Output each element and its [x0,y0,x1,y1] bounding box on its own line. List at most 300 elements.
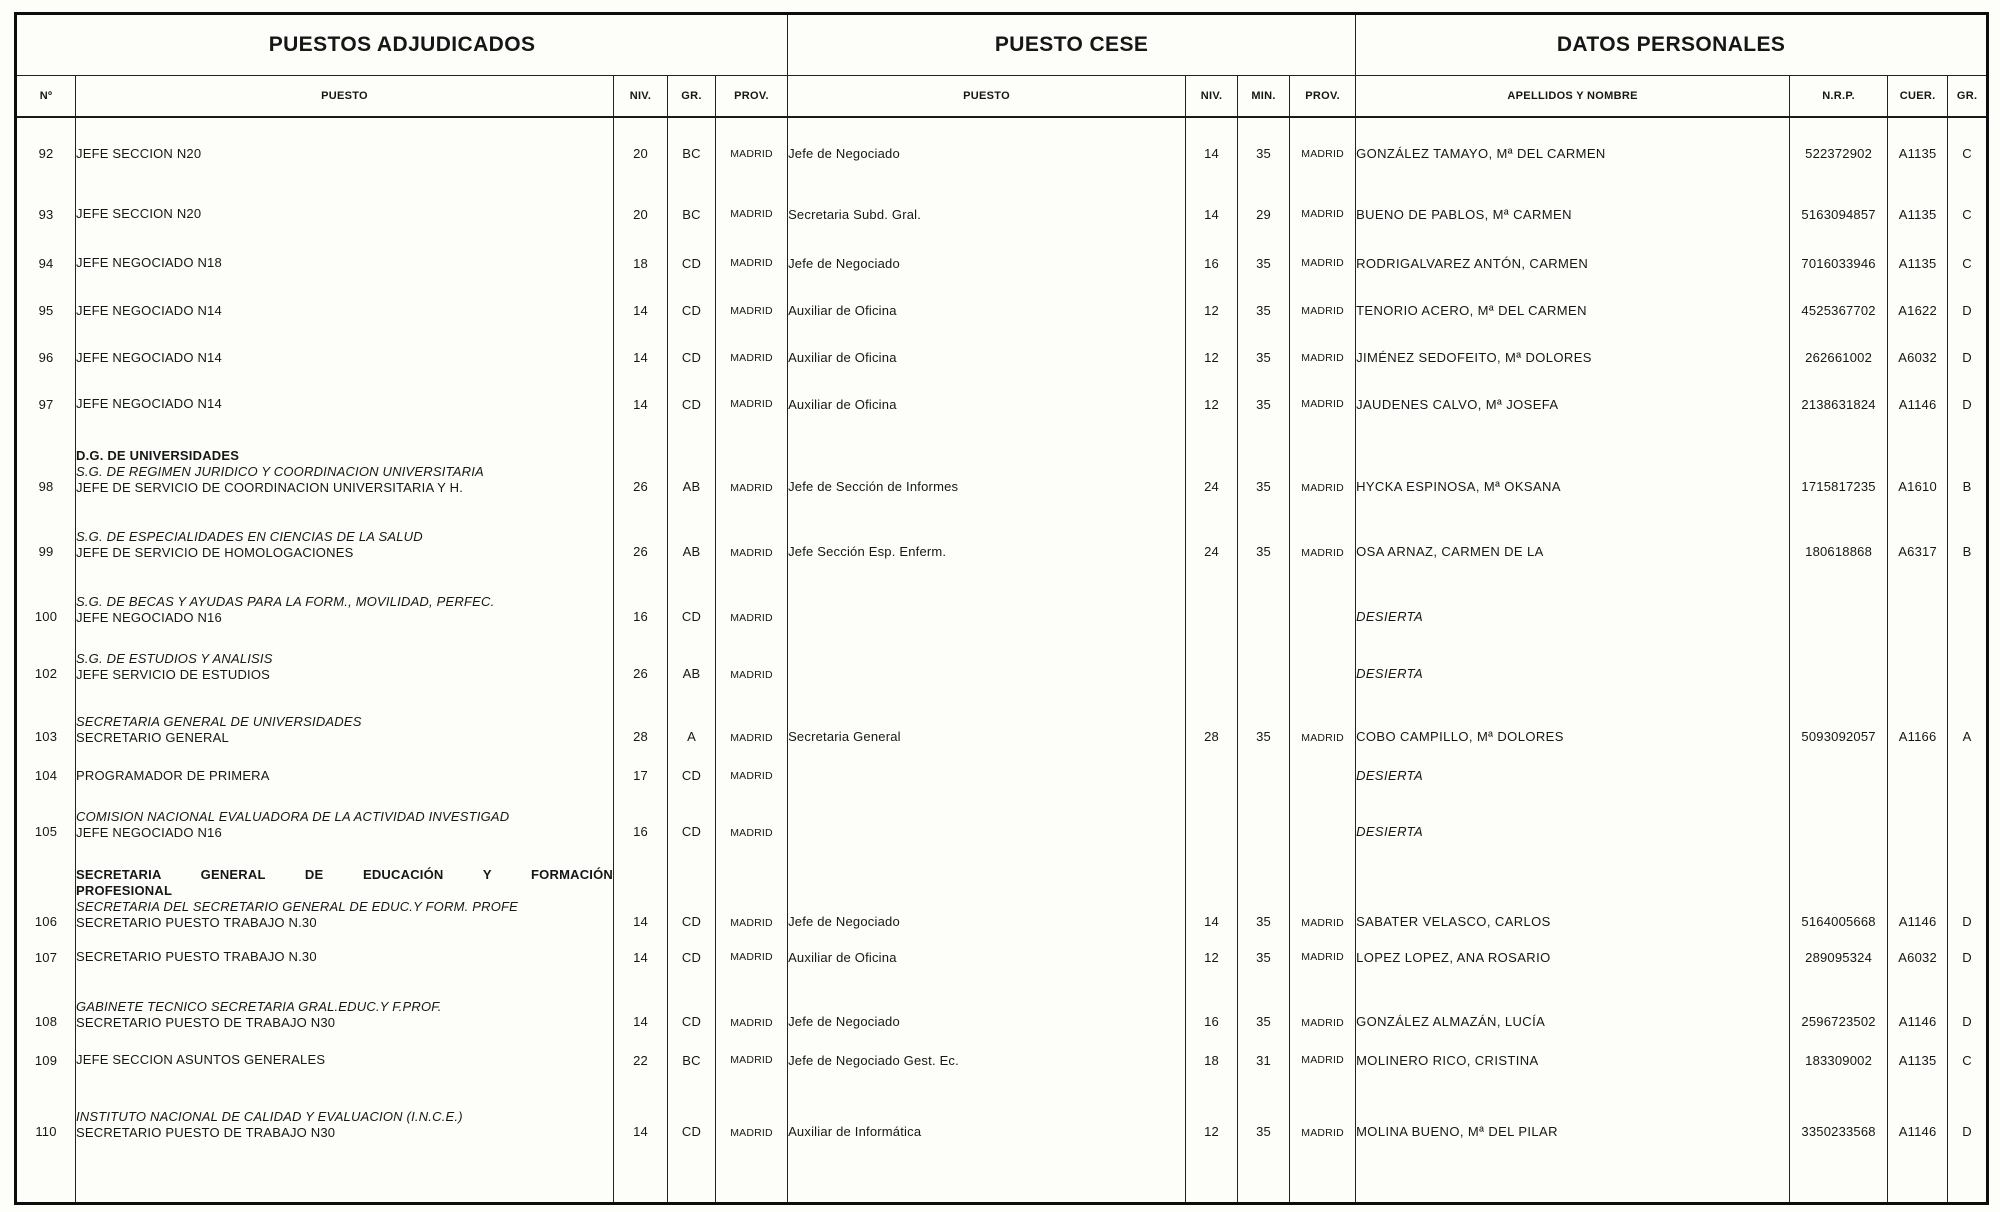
spacer-cell [1186,1149,1238,1203]
table-row [16,427,1988,504]
puesto-line: SECRETARIO PUESTO TRABAJO N.30 [76,949,317,964]
row-number: 104 [16,754,76,797]
apellidos-nombre-cell: TENORIO ACERO, Mª DEL CARMEN [1356,287,1790,334]
nrp-cell: 289095324 [1790,939,1888,975]
apellidos-nombre-cell: DESIERTA [1356,569,1790,634]
cuerpo-cell: A1135 [1888,239,1948,287]
spacer-cell [1290,1149,1356,1203]
nivel-cell: 14 [614,1081,668,1149]
cese-ministerio-cell: 35 [1238,975,1290,1039]
puesto-cese-cell: Jefe de Sección de Informes [788,427,1186,504]
puesto-line: S.G. DE ESPECIALIDADES EN CIENCIAS DE LA SALUD [76,529,423,544]
row-number: 94 [16,239,76,287]
nrp-cell: 5163094857 [1790,189,1888,239]
cese-provincia-cell: MADRID [1290,189,1356,239]
puesto-line: JEFE NEGOCIADO N14 [76,302,222,318]
cese-ministerio-cell [1238,797,1290,849]
cese-nivel-cell: 16 [1186,239,1238,287]
grupo-cell: CD [668,381,716,427]
cese-nivel-cell: 16 [1186,975,1238,1039]
grupo-personal-cell: B [1948,504,1988,569]
row-number: 93 [16,189,76,239]
provincia-cell: MADRID [716,427,788,504]
grupo-cell: CD [668,569,716,634]
apellidos-nombre-cell: RODRIGALVAREZ ANTÓN, CARMEN [1356,239,1790,287]
cuerpo-cell: A6317 [1888,504,1948,569]
puesto-adjudicado-cell [76,975,614,1039]
puesto-adjudicado-cell [76,504,614,569]
puesto-cese-cell: Auxiliar de Informática [788,1081,1186,1149]
spacer-cell [16,1149,76,1203]
table-row [16,287,1988,334]
row-number: 102 [16,634,76,691]
cese-provincia-cell: MADRID [1290,1039,1356,1081]
col-header-grupo-personal: GR. [1948,76,1988,118]
apellidos-nombre-cell: GONZÁLEZ TAMAYO, Mª DEL CARMEN [1356,117,1790,189]
grupo-personal-cell: B [1948,427,1988,504]
row-number: 100 [16,569,76,634]
puesto-cese-cell: Auxiliar de Oficina [788,939,1186,975]
positions-table [14,12,1989,1205]
puesto-adjudicado-cell [76,287,614,334]
nrp-cell: 2138631824 [1790,381,1888,427]
apellidos-nombre-cell: DESIERTA [1356,797,1790,849]
col-header-cese-provincia: PROV. [1290,76,1356,118]
grupo-cell: CD [668,239,716,287]
nrp-cell: 3350233568 [1790,1081,1888,1149]
nivel-cell: 26 [614,634,668,691]
puesto-cese-cell: Jefe de Negociado [788,849,1186,939]
cese-nivel-cell: 12 [1186,939,1238,975]
table-row [16,849,1988,939]
nrp-cell: 4525367702 [1790,287,1888,334]
provincia-cell: MADRID [716,334,788,381]
nivel-cell: 20 [614,189,668,239]
cese-ministerio-cell: 35 [1238,381,1290,427]
puesto-adjudicado-cell [76,1081,614,1149]
spacer-cell [1790,1149,1888,1203]
table-row [16,189,1988,239]
nivel-cell: 14 [614,975,668,1039]
cese-provincia-cell: MADRID [1290,1081,1356,1149]
table-row [16,634,1988,691]
cese-provincia-cell: MADRID [1290,427,1356,504]
cese-ministerio-cell: 31 [1238,1039,1290,1081]
col-header-apellidos-nombre: APELLIDOS Y NOMBRE [1356,76,1790,118]
grupo-personal-cell [1948,634,1988,691]
puesto-adjudicado-cell [76,797,614,849]
cese-nivel-cell: 14 [1186,117,1238,189]
nivel-cell: 17 [614,754,668,797]
puesto-line: JEFE NEGOCIADO N16 [76,610,222,625]
provincia-cell: MADRID [716,381,788,427]
cese-ministerio-cell: 35 [1238,504,1290,569]
nivel-cell: 26 [614,504,668,569]
apellidos-nombre-cell: DESIERTA [1356,634,1790,691]
puesto-cese-cell: Auxiliar de Oficina [788,334,1186,381]
puesto-line: JEFE DE SERVICIO DE COORDINACION UNIVERSITARIA Y H. [76,480,464,495]
nivel-cell: 18 [614,239,668,287]
row-number: 105 [16,797,76,849]
puesto-adjudicado-cell [76,939,614,975]
grupo-cell: CD [668,975,716,1039]
row-number: 110 [16,1081,76,1149]
row-number: 107 [16,939,76,975]
provincia-cell: MADRID [716,849,788,939]
puesto-adjudicado-cell [76,334,614,381]
cese-nivel-cell [1186,569,1238,634]
grupo-cell: BC [668,117,716,189]
cese-provincia-cell: MADRID [1290,691,1356,754]
cese-provincia-cell: MADRID [1290,117,1356,189]
nrp-cell: 5093092057 [1790,691,1888,754]
apellidos-nombre-cell: GONZÁLEZ ALMAZÁN, LUCÍA [1356,975,1790,1039]
puesto-line: GABINETE TECNICO SECRETARIA GRAL.EDUC.Y F.PROF. [76,999,442,1014]
apellidos-nombre-cell: COBO CAMPILLO, Mª DOLORES [1356,691,1790,754]
cese-nivel-cell: 18 [1186,1039,1238,1081]
grupo-cell: CD [668,1081,716,1149]
provincia-cell: MADRID [716,975,788,1039]
table-row [16,117,1988,189]
cese-provincia-cell: MADRID [1290,381,1356,427]
grupo-cell: A [668,691,716,754]
grupo-cell: CD [668,849,716,939]
apellidos-nombre-cell: DESIERTA [1356,754,1790,797]
provincia-cell: MADRID [716,1081,788,1149]
puesto-cese-cell: Secretaria Subd. Gral. [788,189,1186,239]
puesto-adjudicado-cell [76,569,614,634]
col-header-cese-nivel: NIV. [1186,76,1238,118]
nrp-cell [1790,754,1888,797]
cese-nivel-cell: 12 [1186,381,1238,427]
grupo-cell: AB [668,634,716,691]
col-header-nrp: N.R.P. [1790,76,1888,118]
apellidos-nombre-cell: JAUDENES CALVO, Mª JOSEFA [1356,381,1790,427]
cese-provincia-cell: MADRID [1290,239,1356,287]
puesto-adjudicado-cell [76,117,614,189]
nrp-cell: 5164005668 [1790,849,1888,939]
puesto-line: SECRETARIO PUESTO DE TRABAJO N30 [76,1125,336,1140]
cese-provincia-cell [1290,569,1356,634]
cese-provincia-cell: MADRID [1290,287,1356,334]
puesto-line: S.G. DE ESTUDIOS Y ANALISIS [76,651,273,666]
grupo-personal-cell: D [1948,1081,1988,1149]
cuerpo-cell: A1135 [1888,1039,1948,1081]
grupo-cell: AB [668,504,716,569]
nivel-cell: 26 [614,427,668,504]
puesto-line: JEFE NEGOCIADO N18 [76,255,222,270]
puesto-line: SECRETARIA DEL SECRETARIO GENERAL DE EDUC.Y FORM. PROFE [76,899,519,914]
puesto-line: JEFE SECCION N20 [76,145,202,161]
cese-ministerio-cell: 35 [1238,334,1290,381]
col-header-puesto-adjudicado: PUESTO [76,76,614,118]
puesto-cese-cell: Secretaria General [788,691,1186,754]
table-row [16,334,1988,381]
table-body [16,117,1988,1203]
puesto-line: JEFE NEGOCIADO N14 [76,396,222,411]
puesto-adjudicado-cell [76,427,614,504]
puesto-cese-cell: Jefe de Negociado [788,117,1186,189]
spacer-cell [1238,1149,1290,1203]
cese-nivel-cell: 24 [1186,504,1238,569]
nivel-cell: 22 [614,1039,668,1081]
grupo-cell: CD [668,754,716,797]
spacer-cell [1888,1149,1948,1203]
col-header-cuerpo: CUER. [1888,76,1948,118]
section-title-puesto-cese: PUESTO CESE [788,14,1356,76]
grupo-cell: CD [668,797,716,849]
cese-provincia-cell [1290,797,1356,849]
cese-nivel-cell: 12 [1186,334,1238,381]
cese-ministerio-cell: 35 [1238,239,1290,287]
spacer-row [16,1149,1988,1203]
puesto-adjudicado-cell [76,189,614,239]
table-row [16,975,1988,1039]
nivel-cell: 14 [614,849,668,939]
nrp-cell [1790,634,1888,691]
puesto-line: COMISION NACIONAL EVALUADORA DE LA ACTIVIDAD INVESTIGAD [76,809,510,824]
puesto-adjudicado-cell [76,381,614,427]
cese-nivel-cell: 28 [1186,691,1238,754]
cese-provincia-cell: MADRID [1290,849,1356,939]
cuerpo-cell: A1166 [1888,691,1948,754]
provincia-cell: MADRID [716,189,788,239]
puesto-cese-cell [788,634,1186,691]
col-header-numero: Nº [16,76,76,118]
table-row [16,239,1988,287]
puesto-line: JEFE NEGOCIADO N14 [76,349,222,365]
puesto-cese-cell [788,569,1186,634]
puesto-line: JEFE SERVICIO DE ESTUDIOS [76,667,271,682]
puesto-cese-cell: Jefe de Negociado [788,239,1186,287]
cese-nivel-cell [1186,797,1238,849]
grupo-cell: AB [668,427,716,504]
puesto-line: SECRETARIA GENERAL DE UNIVERSIDADES [76,714,362,729]
puesto-cese-cell: Jefe de Negociado Gest. Ec. [788,1039,1186,1081]
cese-nivel-cell [1186,634,1238,691]
grupo-personal-cell: D [1948,975,1988,1039]
provincia-cell: MADRID [716,634,788,691]
table-row [16,939,1988,975]
provincia-cell: MADRID [716,117,788,189]
row-number: 109 [16,1039,76,1081]
nivel-cell: 20 [614,117,668,189]
cese-ministerio-cell: 29 [1238,189,1290,239]
puesto-adjudicado-cell [76,239,614,287]
puesto-adjudicado-cell [76,754,614,797]
cuerpo-cell [1888,569,1948,634]
apellidos-nombre-cell: SABATER VELASCO, CARLOS [1356,849,1790,939]
puesto-line: SECRETARIA GENERAL DE EDUCACIÓN Y FORMACIÓN PROFESIONAL [76,867,613,898]
puesto-line: S.G. DE REGIMEN JURIDICO Y COORDINACION UNIVERSITARIA [76,464,484,479]
section-title-puestos-adjudicados: PUESTOS ADJUDICADOS [16,14,788,76]
cese-provincia-cell [1290,634,1356,691]
cese-ministerio-cell: 35 [1238,849,1290,939]
nrp-cell: 2596723502 [1790,975,1888,1039]
nivel-cell: 14 [614,334,668,381]
table-row [16,754,1988,797]
grupo-personal-cell: C [1948,239,1988,287]
apellidos-nombre-cell: LOPEZ LOPEZ, ANA ROSARIO [1356,939,1790,975]
apellidos-nombre-cell: OSA ARNAZ, CARMEN DE LA [1356,504,1790,569]
row-number: 96 [16,334,76,381]
cese-ministerio-cell: 35 [1238,287,1290,334]
nrp-cell [1790,797,1888,849]
cuerpo-cell: A1135 [1888,189,1948,239]
apellidos-nombre-cell: MOLINERO RICO, CRISTINA [1356,1039,1790,1081]
cese-ministerio-cell: 35 [1238,1081,1290,1149]
puesto-line: S.G. DE BECAS Y AYUDAS PARA LA FORM., MOVILIDAD, PERFEC. [76,594,495,609]
row-number: 92 [16,117,76,189]
grupo-personal-cell: C [1948,1039,1988,1081]
provincia-cell: MADRID [716,504,788,569]
grupo-cell: BC [668,1039,716,1081]
provincia-cell: MADRID [716,797,788,849]
cese-provincia-cell: MADRID [1290,939,1356,975]
row-number: 98 [16,427,76,504]
cese-provincia-cell: MADRID [1290,504,1356,569]
provincia-cell: MADRID [716,239,788,287]
section-title-datos-personales: DATOS PERSONALES [1356,14,1988,76]
cuerpo-cell: A1146 [1888,975,1948,1039]
cuerpo-cell: A1135 [1888,117,1948,189]
row-number: 95 [16,287,76,334]
cuerpo-cell [1888,797,1948,849]
row-number: 99 [16,504,76,569]
row-number: 97 [16,381,76,427]
table-row [16,797,1988,849]
grupo-personal-cell: D [1948,849,1988,939]
row-number: 108 [16,975,76,1039]
cese-nivel-cell [1186,754,1238,797]
grupo-personal-cell: D [1948,939,1988,975]
cese-nivel-cell: 12 [1186,1081,1238,1149]
cese-ministerio-cell [1238,634,1290,691]
puesto-cese-cell: Jefe de Negociado [788,975,1186,1039]
apellidos-nombre-cell: HYCKA ESPINOSA, Mª OKSANA [1356,427,1790,504]
puesto-cese-cell [788,754,1186,797]
puesto-adjudicado-cell [76,849,614,939]
grupo-personal-cell: C [1948,189,1988,239]
puesto-line: JEFE SECCION N20 [76,206,202,221]
cuerpo-cell: A1146 [1888,1081,1948,1149]
nivel-cell: 16 [614,569,668,634]
table-row [16,504,1988,569]
cuerpo-cell: A6032 [1888,334,1948,381]
table-row [16,569,1988,634]
cese-ministerio-cell: 35 [1238,939,1290,975]
spacer-cell [788,1149,1186,1203]
apellidos-nombre-cell: BUENO DE PABLOS, Mª CARMEN [1356,189,1790,239]
cese-ministerio-cell: 35 [1238,691,1290,754]
spacer-cell [614,1149,668,1203]
spacer-cell [668,1149,716,1203]
spacer-cell [76,1149,614,1203]
cese-nivel-cell: 24 [1186,427,1238,504]
grupo-personal-cell [1948,569,1988,634]
row-number: 103 [16,691,76,754]
grupo-personal-cell: A [1948,691,1988,754]
cuerpo-cell: A1622 [1888,287,1948,334]
puesto-line: INSTITUTO NACIONAL DE CALIDAD Y EVALUACION (I.N.C.E.) [76,1109,463,1124]
nivel-cell: 14 [614,287,668,334]
column-header-row [16,76,1988,118]
nrp-cell: 522372902 [1790,117,1888,189]
puesto-line: PROGRAMADOR DE PRIMERA [76,767,270,783]
cuerpo-cell: A1610 [1888,427,1948,504]
provincia-cell: MADRID [716,939,788,975]
nrp-cell: 183309002 [1790,1039,1888,1081]
grupo-cell: BC [668,189,716,239]
puesto-cese-cell: Jefe Sección Esp. Enferm. [788,504,1186,569]
table-row [16,1081,1988,1149]
nrp-cell: 262661002 [1790,334,1888,381]
puesto-line: JEFE SECCION ASUNTOS GENERALES [76,1052,326,1067]
row-number: 106 [16,849,76,939]
cuerpo-cell: A1146 [1888,849,1948,939]
apellidos-nombre-cell: JIMÉNEZ SEDOFEITO, Mª DOLORES [1356,334,1790,381]
puesto-adjudicado-cell [76,1039,614,1081]
provincia-cell: MADRID [716,287,788,334]
col-header-puesto-cese: PUESTO [788,76,1186,118]
nrp-cell: 7016033946 [1790,239,1888,287]
nrp-cell: 1715817235 [1790,427,1888,504]
table-row [16,381,1988,427]
cese-provincia-cell: MADRID [1290,975,1356,1039]
cese-nivel-cell: 14 [1186,849,1238,939]
grupo-personal-cell: D [1948,381,1988,427]
grupo-personal-cell: C [1948,117,1988,189]
spacer-cell [716,1149,788,1203]
nrp-cell [1790,569,1888,634]
puesto-cese-cell: Auxiliar de Oficina [788,381,1186,427]
provincia-cell: MADRID [716,1039,788,1081]
nivel-cell: 28 [614,691,668,754]
cese-provincia-cell [1290,754,1356,797]
grupo-cell: CD [668,334,716,381]
col-header-grupo: GR. [668,76,716,118]
cese-ministerio-cell: 35 [1238,427,1290,504]
grupo-cell: CD [668,939,716,975]
cese-provincia-cell: MADRID [1290,334,1356,381]
puesto-line: JEFE NEGOCIADO N16 [76,825,222,840]
nivel-cell: 16 [614,797,668,849]
col-header-provincia: PROV. [716,76,788,118]
puesto-line: JEFE DE SERVICIO DE HOMOLOGACIONES [76,545,354,560]
col-header-nivel: NIV. [614,76,668,118]
cese-ministerio-cell [1238,754,1290,797]
provincia-cell: MADRID [716,569,788,634]
cuerpo-cell [1888,634,1948,691]
nivel-cell: 14 [614,381,668,427]
grupo-personal-cell [1948,797,1988,849]
puesto-line: SECRETARIO PUESTO TRABAJO N.30 [76,915,317,930]
col-header-ministerio: MIN. [1238,76,1290,118]
puesto-cese-cell [788,797,1186,849]
puesto-adjudicado-cell [76,634,614,691]
nivel-cell: 14 [614,939,668,975]
provincia-cell: MADRID [716,691,788,754]
cese-nivel-cell: 14 [1186,189,1238,239]
cese-nivel-cell: 12 [1186,287,1238,334]
grupo-cell: CD [668,287,716,334]
puesto-line: SECRETARIO PUESTO DE TRABAJO N30 [76,1015,336,1030]
spacer-cell [1948,1149,1988,1203]
puesto-line: D.G. DE UNIVERSIDADES [76,448,240,463]
grupo-personal-cell: D [1948,287,1988,334]
cese-ministerio-cell [1238,569,1290,634]
table-row [16,691,1988,754]
